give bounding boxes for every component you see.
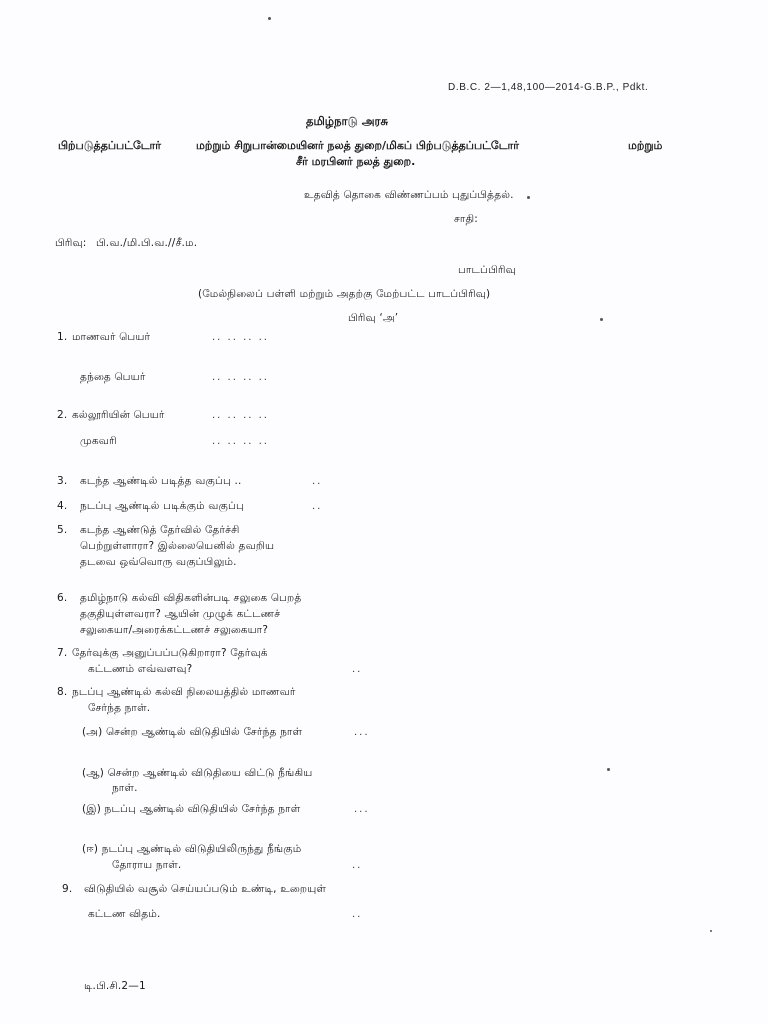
item-2-fill-dots: .. .. .. .. xyxy=(212,410,269,421)
department-line-2: சீர் மரபினர் நலத் துறை. xyxy=(296,155,416,168)
item-8a-fill-dots: ... xyxy=(354,727,370,738)
item-2-label: கல்லூரியின் பெயர் xyxy=(72,409,165,421)
item-3-fill-dots: .. xyxy=(312,476,323,487)
item-6-line-2: தகுதியுள்ளவரா? ஆயின் முழுக் கட்டணச் xyxy=(80,608,281,620)
item-3-number: 3. xyxy=(57,475,68,487)
item-1-fill-dots: .. .. .. .. xyxy=(212,332,269,343)
item-4-number: 4. xyxy=(57,500,68,512)
department-line-1a: பிற்படுத்தப்பட்டோர் xyxy=(58,139,162,152)
item-5-line-2: பெற்றுள்ளாரா? இல்லையெனில் தவறிய xyxy=(80,540,275,552)
item-7-number: 7. xyxy=(57,647,68,659)
item-8d-line-2: தோராய நாள். xyxy=(112,859,182,871)
item-8b-line-2: நாள். xyxy=(112,782,138,794)
item-4-fill-dots: .. xyxy=(312,501,323,512)
part-label: பிரிவு ‘அ’ xyxy=(348,312,399,324)
item-8c: (இ) நடப்பு ஆண்டில் விடுதியில் சேர்ந்த நாள் xyxy=(82,803,301,815)
item-9-line-2: கட்டண விதம். xyxy=(88,908,161,920)
item-7-fill-dots: .. xyxy=(352,664,363,675)
document-code: D.B.C. 2—1,48,100—2014-G.B.P., Pdkt. xyxy=(448,82,649,93)
item-5-line-3: தடவை ஒவ்வொரு வகுப்பிலும். xyxy=(80,556,237,568)
government-heading: தமிழ்நாடு அரசு xyxy=(306,114,388,128)
item-8d-fill-dots: .. xyxy=(352,860,363,871)
item-8-number: 8. xyxy=(57,686,68,698)
item-6-number: 6. xyxy=(57,592,68,604)
item-8c-fill-dots: ... xyxy=(354,804,370,815)
category-label: பிரிவு: xyxy=(55,237,87,249)
item-8b-line-1: (ஆ) சென்ற ஆண்டில் விடுதியை விட்டு நீங்கிய xyxy=(82,767,313,779)
course-section-label: பாடப்பிரிவு xyxy=(458,264,516,276)
department-line-1b: மற்றும் சிறுபான்மையினர் நலத் துறை/மிகப் பிற்படுத்தப்பட்டோர் xyxy=(196,139,519,152)
item-1b-label: தந்தை பெயர் xyxy=(80,371,146,383)
scan-speck xyxy=(268,17,271,20)
item-5-line-1: கடந்த ஆண்டுத் தேர்வில் தேர்ச்சி xyxy=(80,524,240,536)
item-1-number: 1. xyxy=(57,331,68,343)
item-2b-fill-dots: .. .. .. .. xyxy=(212,436,269,447)
footer-code: டி.பி.சி.2—1 xyxy=(84,980,146,992)
item-1b-fill-dots: .. .. .. .. xyxy=(212,372,269,383)
form-title: உதவித் தொகை விண்ணப்பம் புதுப்பித்தல். xyxy=(304,189,514,201)
item-8-line-2: சேர்ந்த நாள். xyxy=(88,702,151,714)
item-8a: (அ) சென்ற ஆண்டில் விடுதியில் சேர்ந்த நாள் xyxy=(82,726,303,738)
caste-label: சாதி: xyxy=(454,213,479,225)
item-9-number: 9. xyxy=(62,883,73,895)
item-6-line-1: தமிழ்நாடு கல்வி விதிகளின்படி சலுகை பெறத் xyxy=(80,592,302,604)
course-description: (மேல்நிலைப் பள்ளி மற்றும் அதற்கு மேற்பட்ட பாடப்பிரிவு) xyxy=(198,288,491,300)
item-6-line-3: சலுகையா/அரைக்கட்டணச் சலுகையா? xyxy=(80,624,269,636)
category-value: பி.வ./மி.பி.வ.//சீ.ம. xyxy=(96,237,198,249)
item-8-line-1: நடப்பு ஆண்டில் கல்வி நிலையத்தில் மாணவர் xyxy=(72,686,296,698)
item-2b-label: முகவரி xyxy=(80,435,117,447)
scan-speck xyxy=(607,768,610,771)
scan-speck xyxy=(527,196,530,199)
item-2-number: 2. xyxy=(57,409,68,421)
item-1-label: மாணவர் பெயர் xyxy=(72,331,151,343)
scan-speck xyxy=(710,930,712,932)
item-4-label: நடப்பு ஆண்டில் படிக்கும் வகுப்பு xyxy=(80,500,244,512)
department-line-1c: மற்றும் xyxy=(628,139,663,152)
item-9-line-1: விடுதியில் வசூல் செய்யப்படும் உண்டி, உறையுள் xyxy=(84,883,327,895)
item-7-line-1: தேர்வுக்கு அனுப்பப்படுகிறாரா? தேர்வுக் xyxy=(72,647,268,659)
item-8d-line-1: (ஈ) நடப்பு ஆண்டில் விடுதியிலிருந்து நீங்கும் xyxy=(82,843,302,855)
item-9-fill-dots: .. xyxy=(352,909,363,920)
item-7-line-2: கட்டணம் எவ்வளவு? xyxy=(88,663,193,675)
item-3-label: கடந்த ஆண்டில் படித்த வகுப்பு .. xyxy=(80,475,242,487)
scan-speck xyxy=(600,318,603,321)
item-5-number: 5. xyxy=(57,524,68,536)
